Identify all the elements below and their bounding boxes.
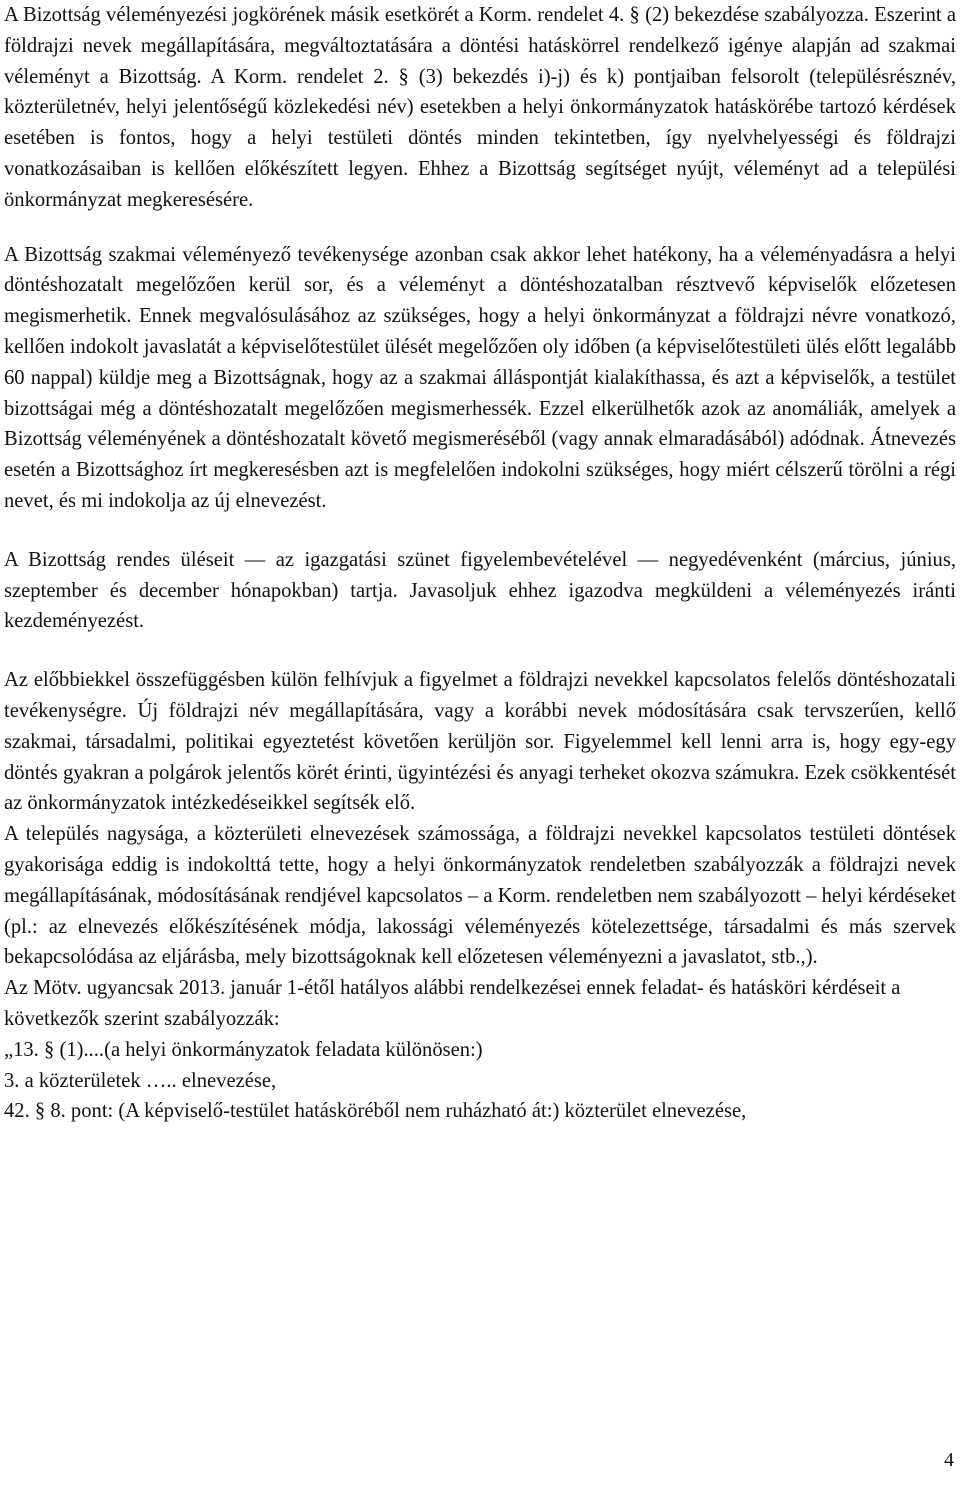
paragraph-opinion-scope: A Bizottság véleményezési jogkörének másik esetkörét a Korm. rendelet 4. § (2) bekezdése szabályozza. Eszerint a földrajzi nevek megállapítására, megváltoztatására a döntési hatáskörrel rendelkező igénye alapján ad szakmai véleményt a Bizottság. A Korm. rendelet 2. § (3) bekezdés i)-j) és k) pontjaiban felsorolt (településrésznév, közterületnév, helyi jelentőségű közlekedési név) esetekben a helyi önkormányzatok hatáskörébe tartozó kérdések esetében is fontos, hogy a helyi testületi döntés minden tekintetben, így nyelvhelyességi és földrajzi vonatkozásaiban is kellően előkészített legyen. Ehhez a Bizottság segítséget nyújt, véleményt ad a települési önkormányzat megkeresésére. (4, 4, 956, 211)
quote-section-42: 42. § 8. pont: (A képviselő-testület hatásköréből nem ruházható át:) közterület elnevezése, (4, 1100, 747, 1123)
paragraph-meeting-schedule: A Bizottság rendes üléseit — az igazgatási szünet figyelembevételével — negyedévenként (március, június, szeptember és december hónapokban) tartja. Javasoljuk ehhez igazodva megküldeni a véleményezés iránti kezdeményezést. (4, 548, 956, 633)
paragraph-opinion-timing: A Bizottság szakmai véleményező tevékenysége azonban csak akkor lehet hatékony, ha a véleményadásra a helyi döntéshozatalt megelőzően kerül sor, és a véleményt a döntéshozatalban résztvevő képviselők előzetesen megismerhetik. Ennek megvalósulásához az szükséges, hogy a helyi önkormányzat a földrajzi névre vonatkozó, kellően indokolt javaslatát a képviselőtestület ülését megelőzően oly időben (a képviselőtestületi ülés előtt legalább 60 nappal) küldje meg a Bizottságnak, hogy az a szakmai álláspontját kialakíthassa, és azt a képviselők, a testület bizottságai még a döntéshozatalt megelőzően megismerhessék. Ezzel elkerülhetők azok az anomáliák, amelyek a Bizottság véleményének a döntéshozatalt követő megismeréséből (vagy annak elmaradásából) adódnak. Átnevezés esetén a Bizottsághoz írt megkeresésben azt is megfelelően indokolni szükséges, hogy miért célszerű törölni a régi nevet, és mi indokolja az új elnevezést. (4, 243, 956, 512)
paragraph-local-regulation: A település nagysága, a közterületi elnevezések számossága, a földrajzi nevekkel kapcsolatos testületi döntések gyakorisága eddig is indokolttá tette, hogy a helyi önkormányzatok rendeletben szabályozzák a földrajzi nevek megállapításának, módosításának rendjével kapcsolatos – a Korm. rendeletben nem szabályozott – helyi kérdéseket (pl.: az elnevezés előkészítésének módja, lakossági véleményezés kötelezettsége, társadalmi és más szervek bekapcsolódása az eljárásba, mely bizottságoknak kell előzetesen véleményezni a javaslatot, stb.,). (4, 823, 956, 969)
paragraph-motv-provisions: Az Mötv. ugyancsak 2013. január 1-étől hatályos alábbi rendelkezései ennek feladat- és hatásköri kérdéseit a következők szerint szabályozzák: (4, 977, 901, 1030)
quote-item-3: 3. a közterületek ….. elnevezése, (4, 1069, 277, 1092)
quote-section-13: „13. § (1)....(a helyi önkormányzatok feladata különösen:) (4, 1038, 483, 1061)
document-body (4, 0, 956, 1127)
page-number: 4 (944, 1449, 954, 1471)
paragraph-responsible-decisions: Az előbbiekkel összefüggésben külön felhívjuk a figyelmet a földrajzi nevekkel kapcsolatos felelős döntéshozatali tevékenységre. Új földrajzi név megállapítására, vagy a korábbi nevek módosítására csak tervszerűen, kellő szakmai, társadalmi, politikai egyeztetést követően kerüljön sor. Figyelemmel kell lenni arra is, hogy egy-egy döntés gyakran a polgárok jelentős körét érinti, ügyintézési és anyagi terheket okozva számukra. Ezek csökkentését az önkormányzatok intézkedéseikkel segítsék elő. (4, 669, 956, 815)
